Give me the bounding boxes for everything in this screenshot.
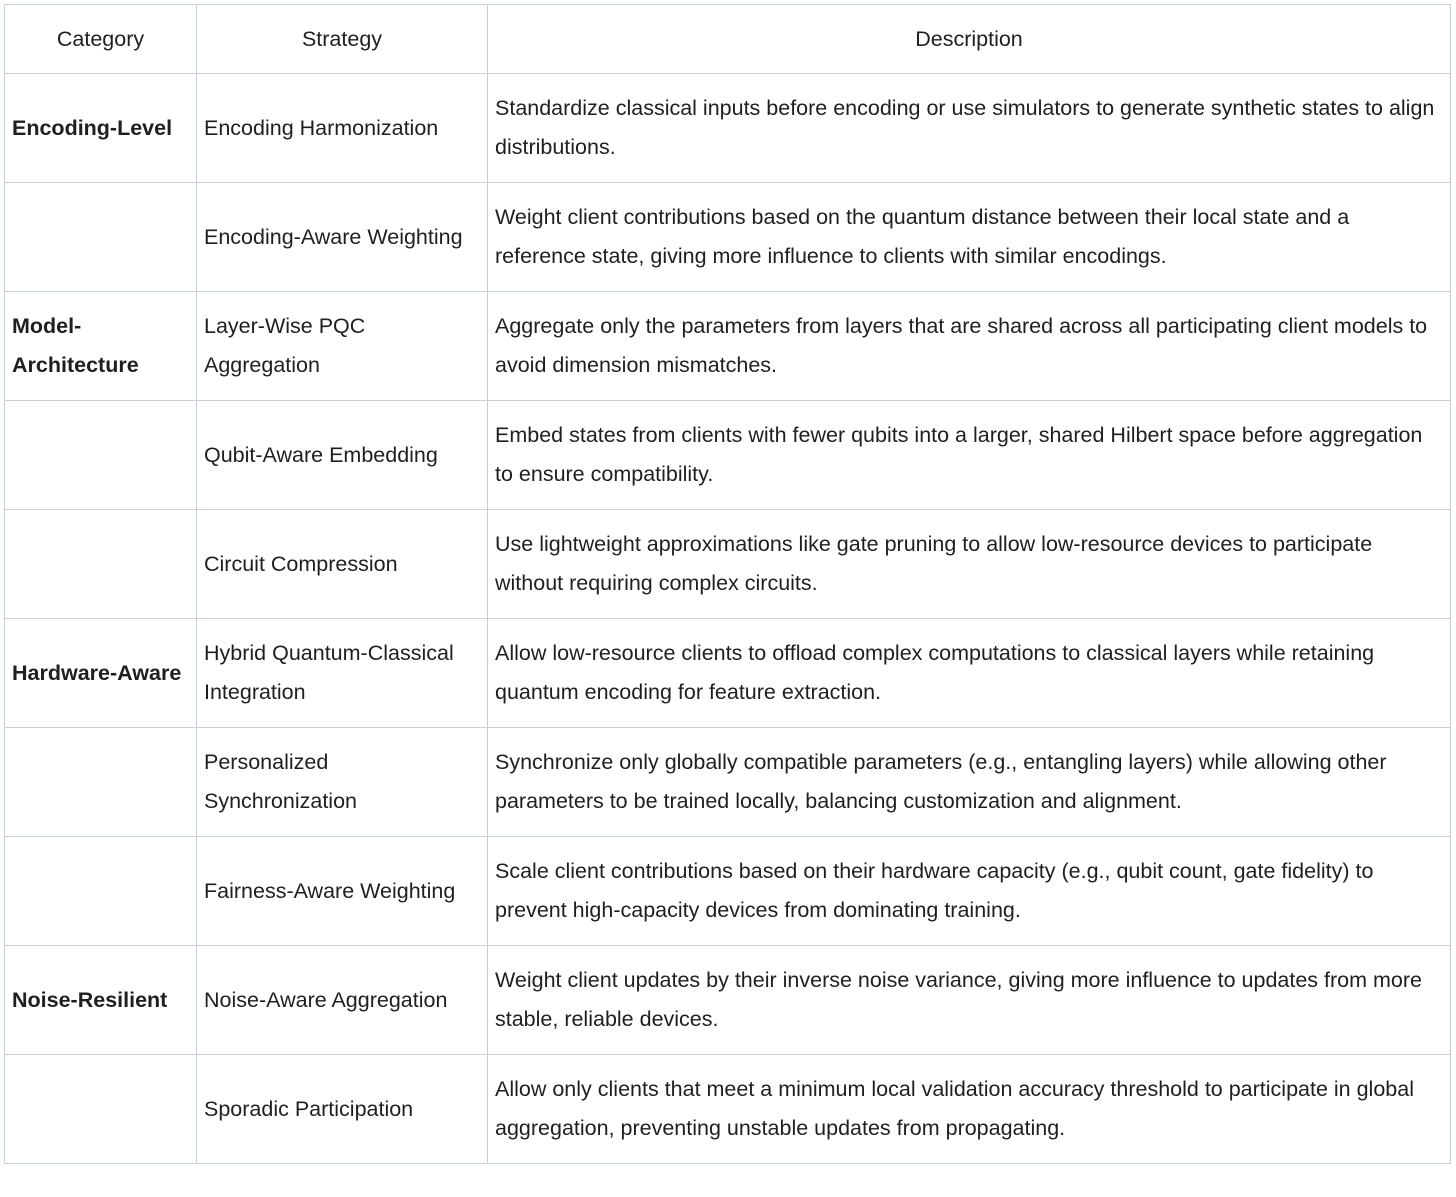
category-cell: Noise-Resilient	[5, 946, 197, 1055]
strategy-cell: Fairness-Aware Weighting	[197, 837, 488, 946]
header-description: Description	[488, 5, 1451, 74]
category-cell	[5, 1055, 197, 1164]
strategy-cell: Encoding Harmonization	[197, 74, 488, 183]
table-row	[5, 74, 1451, 183]
header-row	[5, 5, 1451, 74]
strategy-cell: Personalized Synchronization	[197, 728, 488, 837]
header-category: Category	[5, 5, 197, 74]
table-row	[5, 728, 1451, 837]
category-cell: Hardware-Aware	[5, 619, 197, 728]
description-cell: Weight client updates by their inverse noise variance, giving more influence to updates from more stable, reliable devices.	[488, 946, 1451, 1055]
category-cell: Model-Architecture	[5, 292, 197, 401]
table-row	[5, 183, 1451, 292]
strategy-cell: Noise-Aware Aggregation	[197, 946, 488, 1055]
category-cell	[5, 728, 197, 837]
table-row	[5, 401, 1451, 510]
category-cell	[5, 183, 197, 292]
strategy-cell: Circuit Compression	[197, 510, 488, 619]
category-cell: Encoding-Level	[5, 74, 197, 183]
strategy-cell: Sporadic Participation	[197, 1055, 488, 1164]
strategy-cell: Hybrid Quantum-Classical Integration	[197, 619, 488, 728]
category-cell	[5, 401, 197, 510]
description-cell: Aggregate only the parameters from layers that are shared across all participating client models to avoid dimension mismatches.	[488, 292, 1451, 401]
description-cell: Allow low-resource clients to offload complex computations to classical layers while retaining quantum encoding for feature extraction.	[488, 619, 1451, 728]
table-row	[5, 946, 1451, 1055]
description-cell: Weight client contributions based on the quantum distance between their local state and a reference state, giving more influence to clients with similar encodings.	[488, 183, 1451, 292]
category-cell	[5, 837, 197, 946]
description-cell: Standardize classical inputs before encoding or use simulators to generate synthetic states to align distributions.	[488, 74, 1451, 183]
table-row	[5, 837, 1451, 946]
strategy-cell: Qubit-Aware Embedding	[197, 401, 488, 510]
description-cell: Allow only clients that meet a minimum local validation accuracy threshold to participate in global aggregation, preventing unstable updates from propagating.	[488, 1055, 1451, 1164]
table-row	[5, 292, 1451, 401]
category-cell	[5, 510, 197, 619]
table-row	[5, 619, 1451, 728]
strategy-cell: Layer-Wise PQC Aggregation	[197, 292, 488, 401]
table-row	[5, 1055, 1451, 1164]
description-cell: Synchronize only globally compatible parameters (e.g., entangling layers) while allowing other parameters to be trained locally, balancing customization and alignment.	[488, 728, 1451, 837]
strategy-cell: Encoding-Aware Weighting	[197, 183, 488, 292]
strategy-table	[4, 4, 1451, 1164]
description-cell: Use lightweight approximations like gate pruning to allow low-resource devices to participate without requiring complex circuits.	[488, 510, 1451, 619]
description-cell: Embed states from clients with fewer qubits into a larger, shared Hilbert space before aggregation to ensure compatibility.	[488, 401, 1451, 510]
header-strategy: Strategy	[197, 5, 488, 74]
description-cell: Scale client contributions based on their hardware capacity (e.g., qubit count, gate fidelity) to prevent high-capacity devices from dominating training.	[488, 837, 1451, 946]
table-row	[5, 510, 1451, 619]
